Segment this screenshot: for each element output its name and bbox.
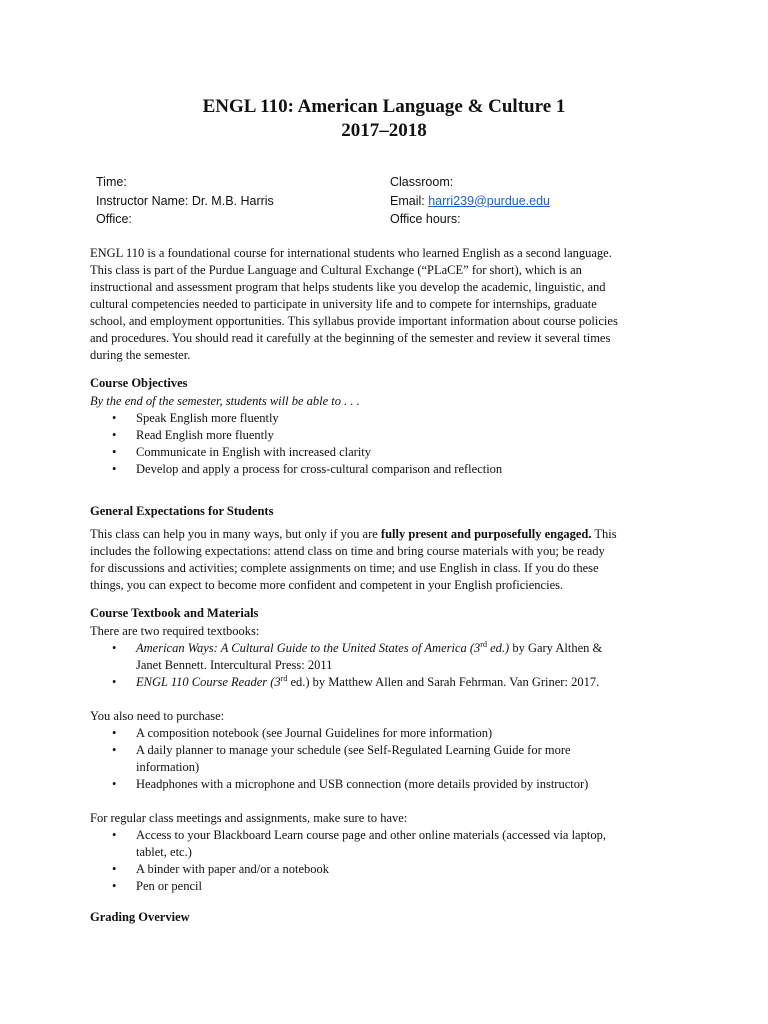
list-item: • Headphones with a microphone and USB connection (more details provided by instructor) (112, 777, 589, 791)
instructor-label: Instructor Name: Dr. M.B. Harris (96, 193, 274, 208)
list-item: • Speak English more fluently (112, 411, 279, 425)
purchase-intro: You also need to purchase: (90, 709, 225, 723)
bullet-icon: • (112, 462, 117, 476)
expectations-line: includes the following expectations: attend class on time and bring course materials with you; be ready (90, 544, 605, 558)
objectives-intro: By the end of the semester, students will be able to . . . (90, 394, 360, 408)
textbook-heading: Course Textbook and Materials (90, 606, 259, 620)
list-item: • Pen or pencil (112, 879, 202, 893)
intro-line: cultural competencies needed to participate in university life and to compete for internships, graduate (90, 297, 597, 311)
list-item (112, 674, 692, 691)
textbook-intro: There are two required textbooks: (90, 624, 260, 638)
list-item: • American Ways: A Cultural Guide to the United States of America (3rd ed.) by Gary Althen & Janet Bennett. Intercultural Press: 2011 (112, 640, 692, 674)
list-item: • Communicate in English with increased clarity (112, 445, 372, 459)
time-label: Time: (96, 175, 127, 189)
objectives-list (112, 410, 692, 478)
intro-paragraph (90, 245, 680, 364)
grading-heading: Grading Overview (90, 910, 190, 924)
intro-line: instructional and assessment program that helps students like you develop the academic, linguistic, and (90, 280, 606, 294)
list-item: • Access to your Blackboard Learn course page and other online materials (accessed via laptop, tablet, etc.) (112, 828, 606, 859)
expectations-line: things, you can expect to become more confident and competent in your English proficiencies. (90, 578, 564, 592)
intro-line: school, and employment opportunities. This syllabus provide important information about course policies (90, 314, 618, 328)
expectations-line: This class can help you in many ways, but only if you are fully present and purposefully engaged. This (90, 527, 617, 541)
textbook-item-1: American Ways: A Cultural Guide to the United States of America (3rd ed.) by Gary Althen & (136, 639, 603, 655)
list-item: • Develop and apply a process for cross-cultural comparison and reflection (112, 462, 503, 476)
regular-intro: For regular class meetings and assignments, make sure to have: (90, 811, 408, 825)
intro-line: and procedures. You should read it carefully at the beginning of the semester and review it several times (90, 331, 611, 345)
intro-line: ENGL 110 is a foundational course for international students who learned English as a second language. (90, 246, 612, 260)
textbook-item-2: ENGL 110 Course Reader (3rd ed.) by Matthew Allen and Sarah Fehrman. Van Griner: 2017. (136, 673, 600, 689)
bullet-icon: • (112, 828, 117, 842)
bullet-icon: • (112, 411, 117, 425)
office-label: Office: (96, 212, 132, 226)
emphasis-text: fully present and purposefully engaged. (380, 527, 592, 541)
bullet-icon: • (112, 428, 117, 442)
email-label: Email: (390, 193, 429, 208)
bullet-icon: • (112, 862, 117, 876)
info-right-column (390, 173, 550, 229)
bullet-icon: • (112, 726, 117, 740)
expectations-line: for discussions and activities; complete assignments on time; and use English in class. If you do these (90, 561, 599, 575)
list-item: • A daily planner to manage your schedule (see Self-Regulated Learning Guide for more information) (112, 743, 571, 774)
classroom-label: Classroom: (390, 175, 454, 189)
textbook-list (112, 640, 692, 691)
bullet-icon: • (112, 879, 117, 893)
list-item: • Read English more fluently (112, 428, 274, 442)
expectations-heading: General Expectations for Students (90, 504, 274, 518)
bullet-icon: • (112, 675, 117, 689)
objectives-heading: Course Objectives (90, 376, 188, 390)
regular-list (112, 827, 692, 895)
bullet-icon: • (112, 641, 117, 655)
intro-line: during the semester. (90, 348, 191, 362)
email-link[interactable]: harri239@purdue.edu (428, 193, 551, 208)
list-item: • A composition notebook (see Journal Guidelines for more information) (112, 726, 493, 740)
email-row (390, 192, 550, 211)
bullet-icon: • (112, 743, 117, 757)
course-title: ENGL 110: American Language & Culture 1 (202, 96, 566, 117)
academic-year: 2017–2018 (341, 120, 427, 141)
purchase-list (112, 725, 692, 793)
list-item: • A binder with paper and/or a notebook (112, 862, 330, 876)
bullet-icon: • (112, 777, 117, 791)
intro-line: This class is part of the Purdue Language and Cultural Exchange (“PLaCE” for short), which is an (90, 263, 582, 277)
bullet-icon: • (112, 445, 117, 459)
info-left-column (96, 173, 274, 229)
office-hours-label: Office hours: (390, 212, 461, 226)
expectations-paragraph (90, 526, 680, 594)
